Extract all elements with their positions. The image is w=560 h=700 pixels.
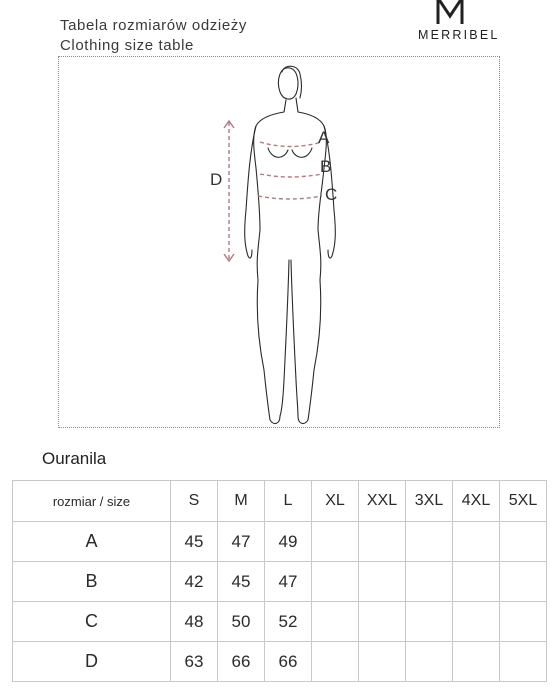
table-cell — [406, 562, 453, 602]
table-cell — [312, 562, 359, 602]
row-label: A — [13, 522, 171, 562]
table-cell — [406, 522, 453, 562]
table-cell: 48 — [171, 602, 218, 642]
table-cell: 66 — [265, 642, 312, 682]
measure-label-b: B — [320, 157, 332, 176]
measure-label-d: D — [210, 170, 223, 189]
measure-line-c — [258, 196, 322, 199]
table-cell: 49 — [265, 522, 312, 562]
title-polish: Tabela rozmiarów odzieży — [60, 17, 247, 34]
table-cell — [453, 642, 500, 682]
table-row — [13, 602, 547, 642]
table-cell — [453, 522, 500, 562]
table-cell — [359, 522, 406, 562]
table-cell: 42 — [171, 562, 218, 602]
table-row — [13, 642, 547, 682]
measure-line-b — [260, 174, 322, 177]
table-cell: 47 — [265, 562, 312, 602]
measure-arrow-d — [222, 118, 236, 264]
table-cell — [500, 562, 547, 602]
table-cell — [453, 602, 500, 642]
size-header: XL — [312, 481, 359, 522]
brand-logo-mark — [430, 0, 470, 26]
measure-line-a — [260, 142, 322, 147]
table-row — [13, 562, 547, 602]
title-english: Clothing size table — [60, 37, 194, 54]
size-table — [12, 480, 547, 682]
table-row — [13, 522, 547, 562]
size-header: 3XL — [406, 481, 453, 522]
table-cell — [359, 562, 406, 602]
size-header: M — [218, 481, 265, 522]
table-cell: 45 — [171, 522, 218, 562]
table-cell — [453, 562, 500, 602]
row-label: B — [13, 562, 171, 602]
brand-name: MERRIBEL — [418, 28, 500, 42]
product-name: Ouranila — [42, 449, 107, 468]
table-header-label: rozmiar / size — [13, 481, 171, 522]
table-cell: 47 — [218, 522, 265, 562]
table-cell — [312, 602, 359, 642]
row-label: D — [13, 642, 171, 682]
table-cell — [500, 522, 547, 562]
size-header: XXL — [359, 481, 406, 522]
table-cell — [312, 522, 359, 562]
table-cell — [359, 642, 406, 682]
table-cell: 66 — [218, 642, 265, 682]
table-cell — [500, 602, 547, 642]
measure-label-c: C — [325, 185, 338, 204]
table-cell — [359, 602, 406, 642]
size-header: 4XL — [453, 481, 500, 522]
table-cell: 50 — [218, 602, 265, 642]
size-header: 5XL — [500, 481, 547, 522]
table-header-row — [13, 481, 547, 522]
table-cell — [500, 642, 547, 682]
table-cell: 63 — [171, 642, 218, 682]
table-cell — [406, 602, 453, 642]
size-header: L — [265, 481, 312, 522]
measure-label-a: A — [318, 128, 330, 147]
size-header: S — [171, 481, 218, 522]
table-cell — [312, 642, 359, 682]
row-label: C — [13, 602, 171, 642]
table-cell: 45 — [218, 562, 265, 602]
table-cell — [406, 642, 453, 682]
table-cell: 52 — [265, 602, 312, 642]
